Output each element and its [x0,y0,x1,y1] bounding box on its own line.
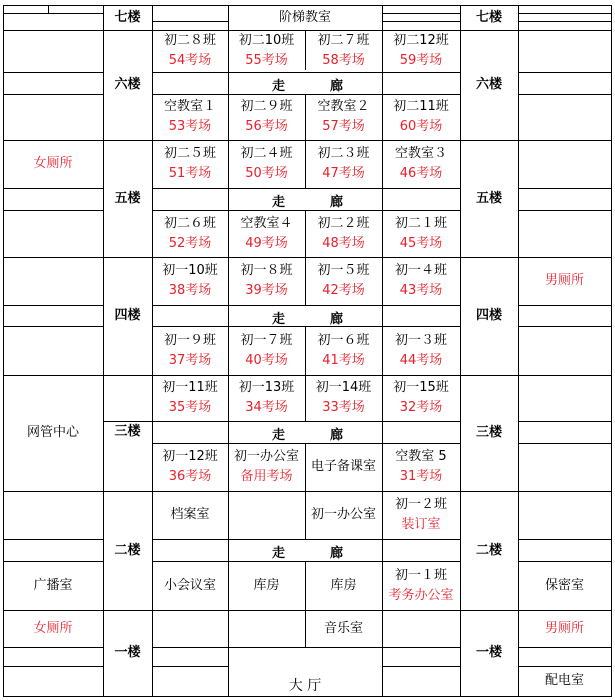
floor-label-5-right: 五楼 [475,190,502,206]
grid-line [3,188,103,189]
exam-room-number: 35考场 [168,400,212,415]
room-cell [305,375,382,421]
room-cell [382,210,460,257]
corridor-label: 走 [272,195,286,210]
exam-room-number: 56考场 [245,119,288,134]
room-name: 初一５班 [317,263,370,278]
power-distribution-room: 配电室 [544,673,584,688]
grid-line [518,326,611,327]
room-name: 初一15班 [393,380,449,395]
floor-label-3-right: 三楼 [475,425,502,440]
grid-line [518,21,611,22]
exam-room-number: 43考场 [399,283,443,298]
room-cell [305,30,382,72]
exam-room-number: 59考场 [399,53,443,68]
grid-line [518,647,611,648]
grid-line [382,666,460,667]
room-cell [228,30,305,72]
grid-line [3,13,103,14]
room-cell: 库房 [253,577,280,593]
exam-room-number: 40考场 [245,352,288,368]
room-cell [382,491,460,539]
broadcast-room: 广播室 [33,577,73,593]
room-cell [228,257,305,305]
floor-label-2: 二楼 [114,542,141,558]
exam-room-number: 42考场 [322,283,365,298]
room-name: 初一13班 [238,380,295,395]
grid-line [518,210,611,211]
room-cell [228,94,305,140]
room-name: 初一４班 [394,263,447,278]
corridor-label: 廊 [330,546,344,561]
exam-room-number: 54考场 [168,53,212,68]
room-cell [305,443,382,491]
room-name: 初一14班 [315,380,372,395]
floor-label-6: 六楼 [114,77,141,92]
exam-room-number: 53考场 [168,119,212,134]
room-name: 空教室 5 [395,449,447,464]
room-cell [152,375,228,421]
room-name: 初二４班 [240,146,293,161]
corridor-label: 廊 [330,79,344,94]
room-name: 初二７班 [317,33,370,48]
room-cell [305,326,382,375]
exam-room-number: 36考场 [168,469,212,484]
exam-room-number: 33考场 [322,400,365,415]
room-name: 初二６班 [163,215,216,231]
floor-label-4-right: 四楼 [475,308,502,323]
room-cell [382,375,460,421]
grid-line [518,94,611,95]
grid-line [518,72,611,73]
corridor-label: 廊 [330,428,344,443]
exam-room-number: 32考场 [399,400,443,415]
floor-label-7: 七楼 [114,9,141,25]
exam-room-number: 55考场 [245,53,288,68]
grid-line [152,72,460,73]
floor-label-4: 四楼 [114,308,141,323]
exam-room-number: 47考场 [322,166,365,181]
room-name: 初一６班 [317,332,370,348]
mens-restroom: 男厕所 [544,273,584,288]
grid-line [518,188,611,189]
room-name: 初一12班 [162,449,218,464]
network-center: 网管中心 [26,425,79,440]
grid-line [382,13,460,14]
room-name: 空教室３ [394,146,447,161]
room-name: 初二２班 [317,215,370,231]
exam-room-number: 38考场 [168,283,212,298]
exam-room-number: 备用考场 [240,469,293,484]
room-name: 初一办公室 [233,449,299,464]
grid-line [382,21,460,22]
room-name: 初二11班 [393,99,449,114]
floor-label-6-right: 六楼 [475,77,502,92]
corridor-label: 廊 [330,312,344,327]
room-name: 初二８班 [163,33,216,48]
exam-room-number: 41考场 [322,352,365,368]
grid-line [3,326,103,327]
room-name: 初二10班 [238,33,295,48]
exam-room-number: 31考场 [399,469,443,484]
grid-line [3,210,103,211]
room-cell [152,257,228,305]
room-name: 空教室２ [317,99,370,114]
room-cell [152,443,228,491]
grid-line [103,421,460,422]
corridor-label: 走 [272,79,286,94]
exam-room-number: 60考场 [399,119,443,134]
grid-line [518,421,611,422]
room-name: 初一９班 [163,332,216,348]
room-cell [382,140,460,188]
floor-label-1-right: 一楼 [475,645,502,660]
exam-room-number: 57考场 [322,119,365,134]
exam-room-number: 48考场 [322,235,365,251]
corridor-label: 廊 [330,195,344,210]
room-cell [228,210,305,257]
grid-line [518,443,611,444]
room-name: 初一８班 [240,263,293,278]
room-name: 空教室１ [163,99,216,114]
exam-room-number: 34考场 [245,400,288,415]
grid-line [152,188,460,189]
room-cell [305,257,382,305]
room-purpose: 考务办公室 [388,587,454,603]
grid-line [48,5,49,13]
exam-room-number: 45考场 [399,235,443,251]
exam-room-number: 58考场 [322,53,365,68]
room-cell [382,443,460,491]
top-hall: 阶梯教室 [278,9,331,25]
room-name: 空教室４ [240,215,293,231]
exam-room-number: 39考场 [245,283,288,298]
floor-label-7-right: 七楼 [475,9,502,25]
room-cell [305,94,382,140]
exam-room-number: 50考场 [245,166,288,181]
exam-room-number: 51考场 [168,166,212,181]
grid-line [518,13,611,14]
corridor-label: 走 [272,428,286,443]
grid-line [3,647,103,648]
mens-restroom: 男厕所 [544,620,584,636]
room-name: 电子备课室 [310,459,376,474]
room-purpose: 装订室 [401,517,441,532]
grid-line [3,305,103,306]
floor-label-3: 三楼 [114,424,141,439]
room-cell [305,140,382,188]
room-cell [152,326,228,375]
floor-label-2-right: 二楼 [475,542,502,558]
room-cell: 库房 [330,577,357,593]
floor-label-5: 五楼 [114,190,141,206]
room-name: 初一７班 [240,332,293,348]
room-name: 初一10班 [162,263,218,278]
room-cell: 小会议室 [163,577,216,593]
exam-room-number: 46考场 [399,166,443,181]
confidential-room: 保密室 [544,577,584,593]
grid-line [3,94,103,95]
room-name: 初二５班 [163,146,216,161]
grid-line [611,5,612,697]
room-cell [152,30,228,72]
exam-room-number: 52考场 [168,235,212,251]
womens-restroom: 女厕所 [33,620,73,636]
grid-line [152,666,228,667]
room-name: 初二１班 [394,215,447,231]
grid-line [152,539,460,540]
room-cell [382,561,460,610]
room-cell [382,30,460,72]
room-cell [152,210,228,257]
room-cell [228,443,305,491]
exam-room-number: 44考场 [399,352,443,368]
grid-line [3,72,103,73]
grid-line [518,539,611,540]
room-cell: 初一办公室 [310,507,376,522]
room-cell [228,326,305,375]
room-name: 初一１班 [394,567,447,583]
room-name: 初一２班 [394,497,447,512]
room-cell [152,94,228,140]
room-cell: 档案室 [170,507,210,522]
grid-line [518,305,611,306]
room-name: 初二12班 [393,33,449,48]
room-cell: 音乐室 [323,620,363,636]
grid-line [3,539,103,540]
lobby: 大 厅 [288,678,322,694]
room-name: 初二９班 [240,99,293,114]
exam-room-number: 37考场 [168,352,212,368]
corridor-label: 走 [272,312,286,327]
room-cell [152,140,228,188]
room-cell [382,257,460,305]
exam-room-number: 49考场 [245,235,288,251]
room-cell [382,326,460,375]
room-cell [228,375,305,421]
room-name: 初二３班 [317,146,370,161]
room-cell [228,140,305,188]
grid-line [152,647,460,648]
floor-label-1: 一楼 [114,645,141,660]
corridor-label: 走 [272,546,286,561]
room-cell [382,94,460,140]
grid-line [3,666,103,667]
room-name: 初一３班 [394,332,447,348]
grid-line [152,305,460,306]
room-name: 初一11班 [162,380,218,395]
room-cell [305,210,382,257]
grid-line [152,21,228,22]
womens-restroom: 女厕所 [33,156,73,171]
